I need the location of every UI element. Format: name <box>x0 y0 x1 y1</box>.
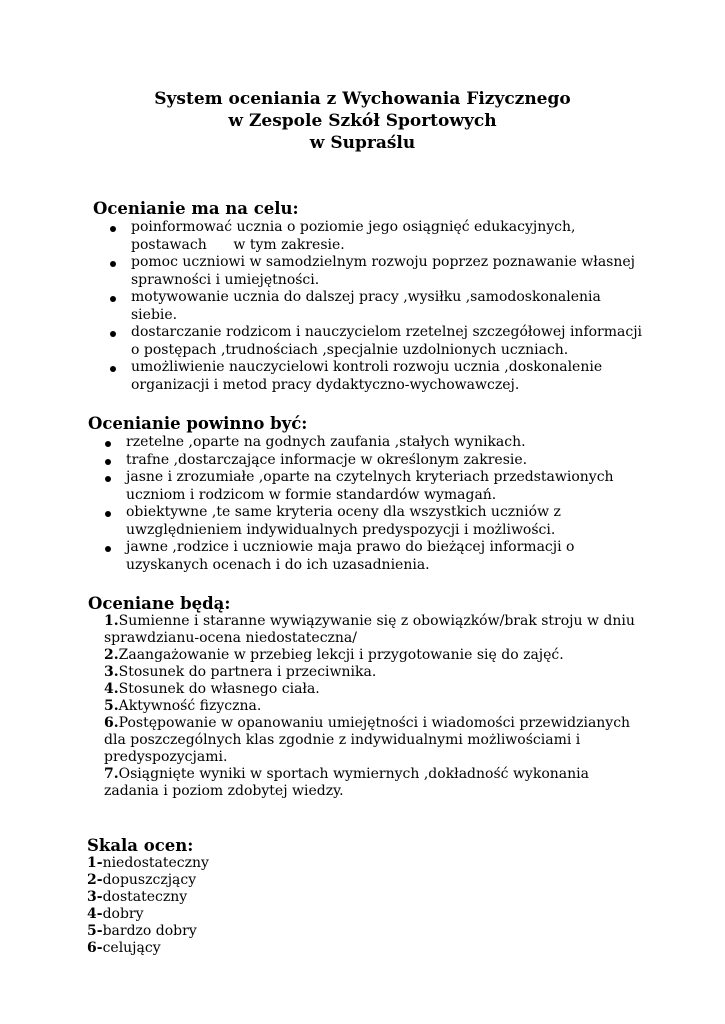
scale-list <box>87 855 387 957</box>
bullet-icon <box>105 459 111 465</box>
should-list <box>100 434 640 574</box>
bullet-icon <box>105 476 111 482</box>
bullet-icon <box>110 226 116 232</box>
list-item: 4-dobry <box>87 906 144 922</box>
list-item: 3.Stosunek do partnera i przeciwnika. <box>104 664 377 680</box>
list-item: 5-bardzo dobry <box>87 923 197 939</box>
list-item: 3-dostateczny <box>87 889 188 905</box>
goals-heading: Ocenianie ma na celu: <box>93 199 299 218</box>
bullet-icon <box>110 261 116 267</box>
list-item: trafne ,dostarczające informacje w określonym zakresie. <box>100 452 640 470</box>
list-item: dostarczanie rodzicom i nauczycielom rzetelnej szczegółowej informacji o postępach ,trudnościach ,specjalnie uzdolnionych uczniach. <box>105 324 645 359</box>
title-line-3: w Supraślu <box>309 133 416 153</box>
title-line-1: System oceniania z Wychowania Fizycznego <box>154 89 571 109</box>
list-item: rzetelne ,oparte na godnych zaufania ,stałych wynikach. <box>100 434 640 452</box>
list-item: 6.Postępowanie w opanowaniu umiejętności i wiadomości przewidzianych dla poszczególnych klas zgodnie z indywidualnymi możliwościami i predyspozycjami. <box>104 715 631 765</box>
document-title <box>0 88 725 154</box>
bullet-icon <box>110 296 116 302</box>
list-item: 1.Sumienne i staranne wywiązywanie się z obowiązków/brak stroju w dniu sprawdzianu-ocena niedostateczna/ <box>104 613 635 646</box>
list-item: pomoc uczniowi w samodzielnym rozwoju poprzez poznawanie własnej sprawności i umiejętności. <box>105 254 645 289</box>
list-item: 4.Stosunek do własnego ciała. <box>104 681 320 697</box>
list-item: motywowanie ucznia do dalszej pracy ,wysiłku ,samodoskonalenia siebie. <box>105 289 645 324</box>
title-line-2: w Zespole Szkół Sportowych <box>228 111 497 131</box>
list-item: 7.Osiągnięte wyniki w sportach wymiernych ,dokładność wykonania zadania i poziom zdobytej wiedzy. <box>104 766 589 799</box>
list-item: jawne ,rodzice i uczniowie maja prawo do bieżącej informacji o uzyskanych ocenach i do ich uzasadnienia. <box>100 539 640 574</box>
assessed-list <box>102 613 642 800</box>
list-item: 6-celujący <box>87 940 161 956</box>
bullet-icon <box>110 331 116 337</box>
goals-list <box>105 219 645 394</box>
bullet-icon <box>110 366 116 372</box>
bullet-icon <box>105 511 111 517</box>
should-heading: Ocenianie powinno być: <box>88 414 308 433</box>
list-item: jasne i zrozumiałe ,oparte na czytelnych kryteriach przedstawionych uczniom i rodzicom w formie standardów wymagań. <box>100 469 640 504</box>
list-item: poinformować ucznia o poziomie jego osiągnięć edukacyjnych, postawach w tym zakresie. <box>105 219 645 254</box>
list-item: obiektywne ,te same kryteria oceny dla wszystkich uczniów z uwzględnieniem indywidualnych predyspozycji i możliwości. <box>100 504 640 539</box>
bullet-icon <box>105 546 111 552</box>
list-item: umożliwienie nauczycielowi kontroli rozwoju ucznia ,doskonalenie organizacji i metod pracy dydaktyczno-wychowawczej. <box>105 359 645 394</box>
bullet-icon <box>105 441 111 447</box>
assessed-heading: Oceniane będą: <box>88 594 231 613</box>
list-item: 1-niedostateczny <box>87 855 209 871</box>
list-item: 2-dopuszczjący <box>87 872 197 888</box>
list-item: 2.Zaangażowanie w przebieg lekcji i przygotowanie się do zajęć. <box>104 647 564 663</box>
list-item: 5.Aktywność fizyczna. <box>104 698 262 714</box>
scale-heading: Skala ocen: <box>87 836 194 855</box>
